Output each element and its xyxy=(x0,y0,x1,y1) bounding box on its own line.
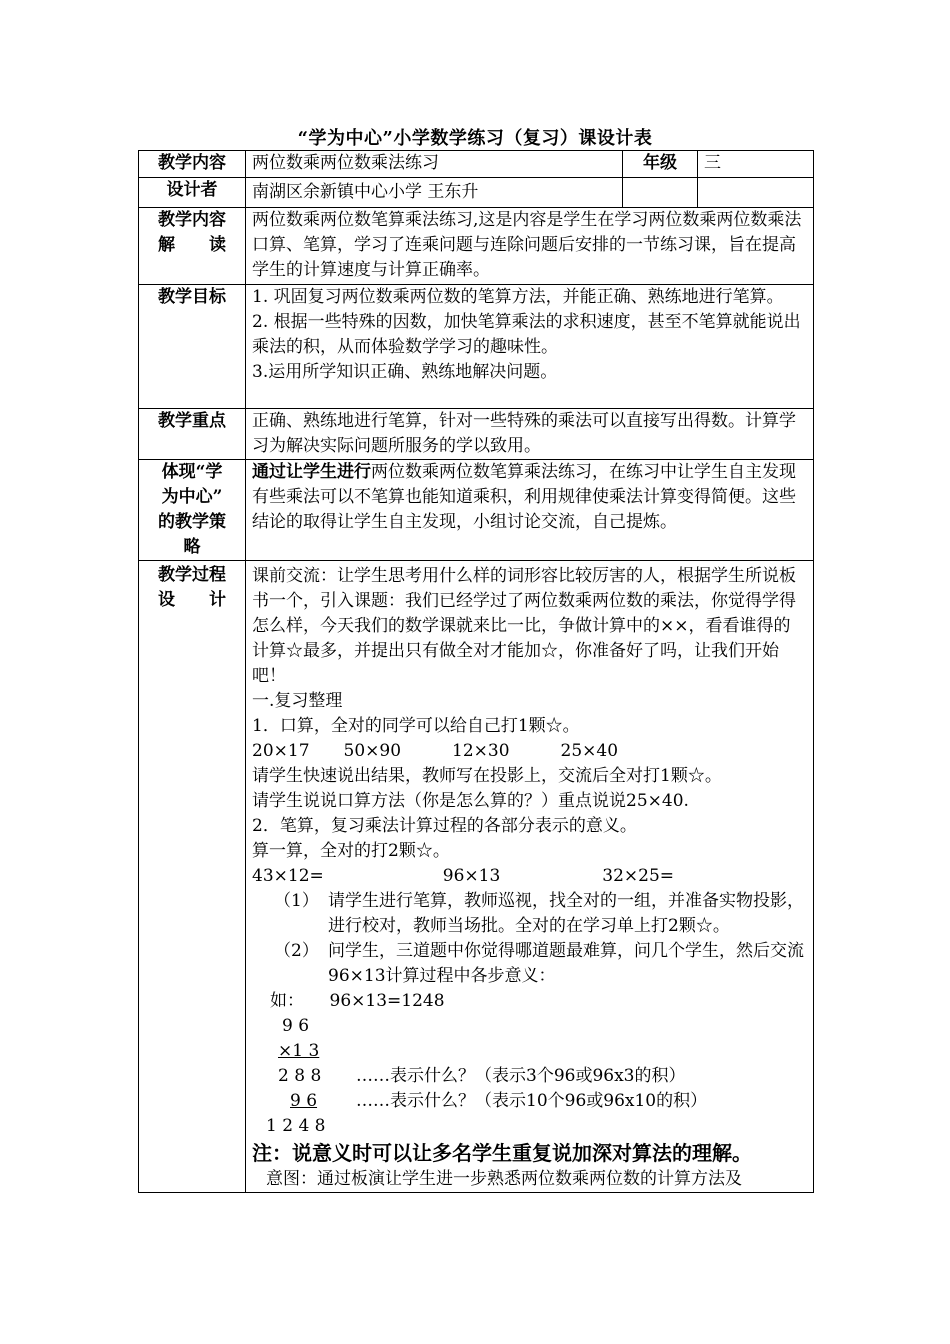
label-grade: 年级 xyxy=(623,151,698,178)
label-focus: 教学重点 xyxy=(139,409,246,460)
label-strategy-line4: 略 xyxy=(183,537,201,557)
vertical-calc-line-5 xyxy=(252,1114,807,1139)
value-goals xyxy=(246,285,814,409)
sub-item-1-text: 请学生进行笔算，教师巡视，找全对的一组，并准备实物投影，进行校对，教师当场批。全对的在学习单上打2颗☆。 xyxy=(328,891,804,936)
label-goals: 教学目标 xyxy=(139,285,246,409)
process-oral-problems: 20×17 50×90 12×30 25×40 xyxy=(252,741,619,761)
empty-cell-2 xyxy=(698,178,814,208)
calc-multiplier: ×1 3 xyxy=(278,1041,320,1061)
calc-product: 1 2 4 8 xyxy=(266,1116,326,1136)
vertical-calc-line-3 xyxy=(252,1064,807,1089)
label-reading-line2: 解 读 xyxy=(158,235,226,255)
label-designer: 设计者 xyxy=(139,178,246,208)
vertical-calc-line-1 xyxy=(252,1014,807,1039)
vertical-calculation xyxy=(252,1014,807,1139)
process-sub-item-2 xyxy=(252,939,807,989)
label-reading xyxy=(139,208,246,285)
calc-partial-2-note: ……表示什么？（表示10个96或96x10的积） xyxy=(356,1091,708,1111)
process-step-1a: 请学生快速说出结果，教师写在投影上，交流后全对打1颗☆。 xyxy=(252,766,722,786)
sub-item-1-number: （1） xyxy=(274,891,319,911)
row-goals xyxy=(139,285,814,409)
goal-item-1: 1. 巩固复习两位数乘两位数的笔算方法，并能正确、熟练地进行笔算。 xyxy=(252,287,784,307)
row-designer xyxy=(139,178,814,208)
process-intent: 意图：通过板演让学生进一步熟悉两位数乘两位数的计算方法及 xyxy=(266,1169,742,1189)
process-written-problems: 43×12= 96×13 32×25= xyxy=(252,866,675,886)
row-reading xyxy=(139,208,814,285)
process-step-1b: 请学生说说口算方法（你是怎么算的？）重点说说25×40. xyxy=(252,791,689,811)
calc-multiplicand: 9 6 xyxy=(282,1016,310,1036)
process-section-1: 一.复习整理 xyxy=(252,691,343,711)
page-title: “学为中心”小学数学练习（复习）课设计表 xyxy=(297,128,653,149)
calc-partial-2 xyxy=(278,1089,356,1114)
process-sub-item-1 xyxy=(252,889,807,939)
goal-item-2: 2. 根据一些特殊的因数，加快笔算乘法的求积速度，甚至不笔算就能说出乘法的积，从而体验数学学习的趣味性。 xyxy=(252,312,801,357)
calc-partial-1: 2 8 8 xyxy=(278,1066,322,1086)
process-intro: 课前交流：让学生思考用什么样的词形容比较厉害的人，根据学生所说板书一个，引入课题：我们已经学过了两位数乘两位数的乘法，你觉得学得怎么样，今天我们的数学课就来比一比，争做计算中的××，看看谁得的计算☆最多，并提出只有做全对才能加☆，你准备好了吗，让我们开始吧！ xyxy=(252,566,796,686)
sub-item-2-text: 问学生，三道题中你觉得哪道题最难算，问几个学生，然后交流96×13计算过程中各步意义： xyxy=(328,941,804,986)
value-process xyxy=(246,561,814,1193)
label-reading-line1: 教学内容 xyxy=(158,210,226,230)
value-strategy xyxy=(246,460,814,561)
process-step-2: 2．笔算，复习乘法计算过程的各部分表示的意义。 xyxy=(252,816,637,836)
label-strategy-line2: 为中心” xyxy=(161,487,223,507)
sub-item-2-number: （2） xyxy=(274,941,319,961)
label-content: 教学内容 xyxy=(139,151,246,178)
label-process-line1: 教学过程 xyxy=(158,565,226,585)
process-step-1: 1．口算，全对的同学可以给自己打1颗☆。 xyxy=(252,716,580,736)
label-strategy-line1: 体现“学 xyxy=(161,462,223,482)
value-grade: 三 xyxy=(698,151,814,178)
value-content: 两位数乘两位数乘法练习 xyxy=(246,151,623,178)
row-focus xyxy=(139,409,814,460)
strategy-lead: 通过让学生进行 xyxy=(252,462,371,482)
empty-cell-1 xyxy=(623,178,698,208)
vertical-calc-line-4 xyxy=(252,1089,807,1114)
row-content xyxy=(139,151,814,178)
label-strategy-line3: 的教学策 xyxy=(158,512,226,532)
label-process xyxy=(139,561,246,1193)
lesson-design-table xyxy=(138,150,814,1193)
goal-item-3: 3.运用所学知识正确、熟练地解决问题。 xyxy=(252,362,558,382)
row-strategy xyxy=(139,460,814,561)
calc-partial-1-note: ……表示什么？（表示3个96或96x3的积） xyxy=(356,1066,686,1086)
label-process-line2: 设 计 xyxy=(158,590,226,610)
vertical-calc-line-2 xyxy=(252,1039,807,1064)
process-note: 注：说意义时可以让多名学生重复说加深对算法的理解。 xyxy=(252,1141,752,1165)
process-example: 如： 96×13=1248 xyxy=(270,991,445,1011)
calc-partial-2-value: 9 6 xyxy=(290,1091,318,1111)
process-step-2a: 算一算，全对的打2颗☆。 xyxy=(252,841,450,861)
value-focus: 正确、熟练地进行笔算，针对一些特殊的乘法可以直接写出得数。计算学习为解决实际问题所服务的学以致用。 xyxy=(246,409,814,460)
value-designer: 南湖区余新镇中心小学 王东升 xyxy=(246,178,623,208)
value-reading: 两位数乘两位数笔算乘法练习,这是内容是学生在学习两位数乘两位数乘法口算、笔算，学习了连乘问题与连除问题后安排的一节练习课，旨在提高学生的计算速度与计算正确率。 xyxy=(246,208,814,285)
label-strategy xyxy=(139,460,246,561)
strategy-text: 两位数乘两位数笔算乘法练习，在练习中让学生自主发现有些乘法可以不笔算也能知道乘积，利用规律使乘法计算变得简便。这些结论的取得让学生自主发现，小组讨论交流，自己提炼。 xyxy=(252,462,796,532)
row-process xyxy=(139,561,814,1193)
